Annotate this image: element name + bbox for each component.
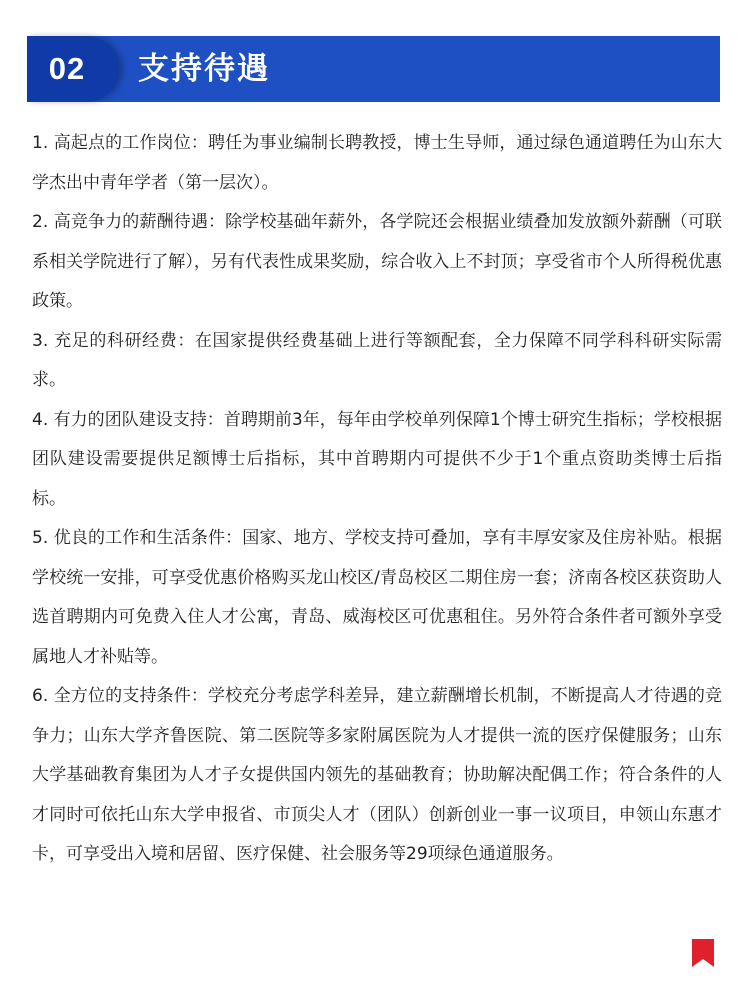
benefit-paragraph: 1. 高起点的工作岗位：聘任为事业编制长聘教授，博士生导师，通过绿色通道聘任为山东大学杰出中青年学者（第一层次）。 bbox=[32, 133, 722, 193]
benefit-paragraph: 2. 高竞争力的薪酬待遇：除学校基础年薪外，各学院还会根据业绩叠加发放额外薪酬（可联系相关学院进行了解），另有代表性成果奖励，综合收入上不封顶；享受省市个人所得税优惠政策。 bbox=[32, 212, 722, 311]
benefit-paragraph: 3. 充足的科研经费：在国家提供经费基础上进行等额配套，全力保障不同学科科研实际需求。 bbox=[32, 330, 722, 390]
benefit-paragraph: 4. 有力的团队建设支持：首聘期前3年，每年由学校单列保障1个博士研究生指标；学校根据团队建设需要提供足额博士后指标，其中首聘期内可提供不少于1个重点资助类博士后指标。 bbox=[32, 409, 722, 509]
benefit-paragraph: 6. 全方位的支持条件：学校充分考虑学科差异，建立薪酬增长机制，不断提高人才待遇的竞争力；山东大学齐鲁医院、第二医院等多家附属医院为人才提供一流的医疗保健服务；山东大学基础教育集团为人才子女提供国内领先的基础教育；协助解决配偶工作；符合条件的人才同时可依托山东大学申报省、市顶尖人才（团队）创新创业一事一议项目，申领山东惠才卡，可享受出入境和居留、医疗保健、社会服务等29项绿色通道服务。 bbox=[32, 686, 722, 864]
section-header bbox=[27, 36, 720, 102]
bookmark-icon[interactable] bbox=[692, 939, 714, 967]
benefit-paragraph: 5. 优良的工作和生活条件：国家、地方、学校支持可叠加，享有丰厚安家及住房补贴。根据学校统一安排，可享受优惠价格购买龙山校区/青岛校区二期住房一套；济南各校区获资助人选首聘期内可免费入住人才公寓，青岛、威海校区可优惠租住。另外符合条件者可额外享受属地人才补贴等。 bbox=[32, 528, 722, 667]
section-number: 02 bbox=[48, 51, 86, 86]
benefits-content bbox=[32, 124, 722, 875]
section-title: 支持待遇 bbox=[138, 51, 270, 87]
